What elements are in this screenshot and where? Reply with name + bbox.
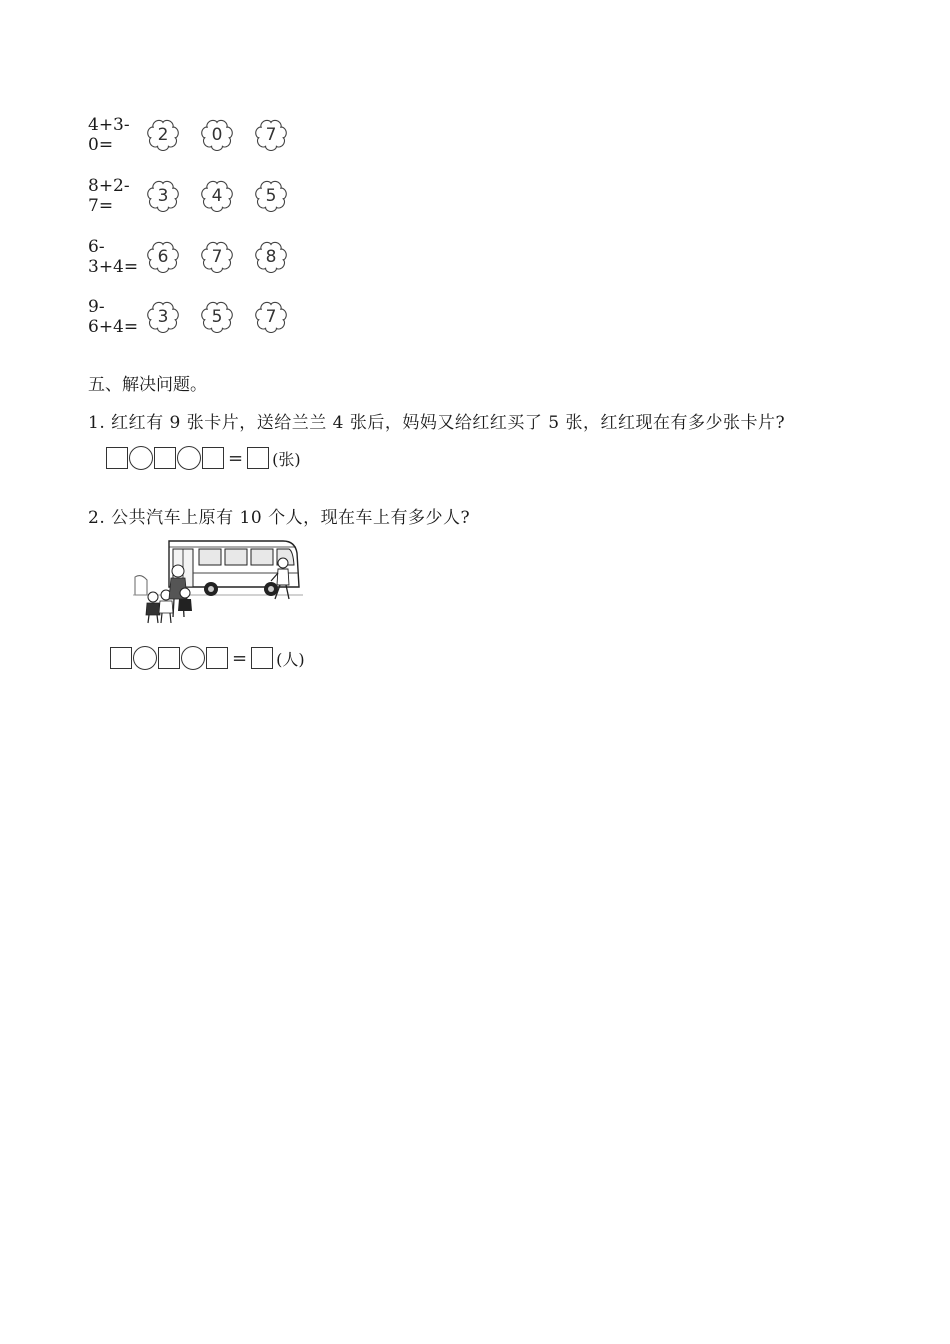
expression: 4+3-0= — [88, 115, 130, 155]
answer-box[interactable] — [206, 647, 228, 669]
bus-illustration — [133, 535, 303, 625]
result-box[interactable] — [251, 647, 273, 669]
choice-value: 0 — [211, 125, 223, 145]
expression: 6-3+4= — [88, 237, 139, 277]
operator-circle[interactable] — [133, 646, 157, 670]
flower-row-1 — [88, 116, 288, 156]
question-1-answer — [106, 446, 301, 470]
flower-row-2 — [88, 177, 288, 217]
choice-value: 2 — [157, 125, 169, 145]
choice-value: 3 — [157, 307, 169, 327]
choice-value: 7 — [265, 307, 277, 327]
section-title: 五、解决问题。 — [88, 375, 207, 395]
choice-value: 6 — [157, 247, 169, 267]
flower-choice[interactable] — [146, 240, 180, 274]
flower-choice[interactable] — [146, 118, 180, 152]
choice-value: 8 — [265, 247, 277, 267]
flower-choice[interactable] — [254, 179, 288, 213]
flower-row-3 — [88, 238, 288, 278]
question-2-answer — [110, 646, 305, 670]
operator-circle[interactable] — [129, 446, 153, 470]
answer-box[interactable] — [110, 647, 132, 669]
unit-label: (张) — [272, 449, 301, 469]
flower-choice[interactable] — [254, 118, 288, 152]
choice-value: 5 — [211, 307, 223, 327]
unit-label: (人) — [276, 649, 305, 669]
flower-choice[interactable] — [200, 179, 234, 213]
answer-box[interactable] — [202, 447, 224, 469]
choice-value: 3 — [157, 186, 169, 206]
choice-value: 7 — [265, 125, 277, 145]
flower-choice[interactable] — [146, 179, 180, 213]
choice-value: 5 — [265, 186, 277, 206]
question-2-text: 2. 公共汽车上原有 10 个人，现在车上有多少人? — [88, 508, 471, 528]
flower-choice[interactable] — [254, 300, 288, 334]
answer-box[interactable] — [154, 447, 176, 469]
expression: 9-6+4= — [88, 297, 139, 337]
answer-box[interactable] — [158, 647, 180, 669]
expression: 8+2-7= — [88, 176, 130, 216]
flower-choice[interactable] — [200, 240, 234, 274]
equals-sign: = — [228, 447, 244, 469]
equals-sign: = — [232, 647, 248, 669]
flower-choice[interactable] — [254, 240, 288, 274]
operator-circle[interactable] — [177, 446, 201, 470]
flower-choice[interactable] — [200, 118, 234, 152]
operator-circle[interactable] — [181, 646, 205, 670]
question-1-text: 1. 红红有 9 张卡片，送给兰兰 4 张后，妈妈又给红红买了 5 张，红红现在有多少张卡片? — [88, 413, 786, 433]
choice-value: 4 — [211, 186, 223, 206]
flower-row-4 — [88, 298, 288, 338]
flower-choice[interactable] — [200, 300, 234, 334]
answer-box[interactable] — [106, 447, 128, 469]
result-box[interactable] — [247, 447, 269, 469]
flower-choice[interactable] — [146, 300, 180, 334]
choice-value: 7 — [211, 247, 223, 267]
